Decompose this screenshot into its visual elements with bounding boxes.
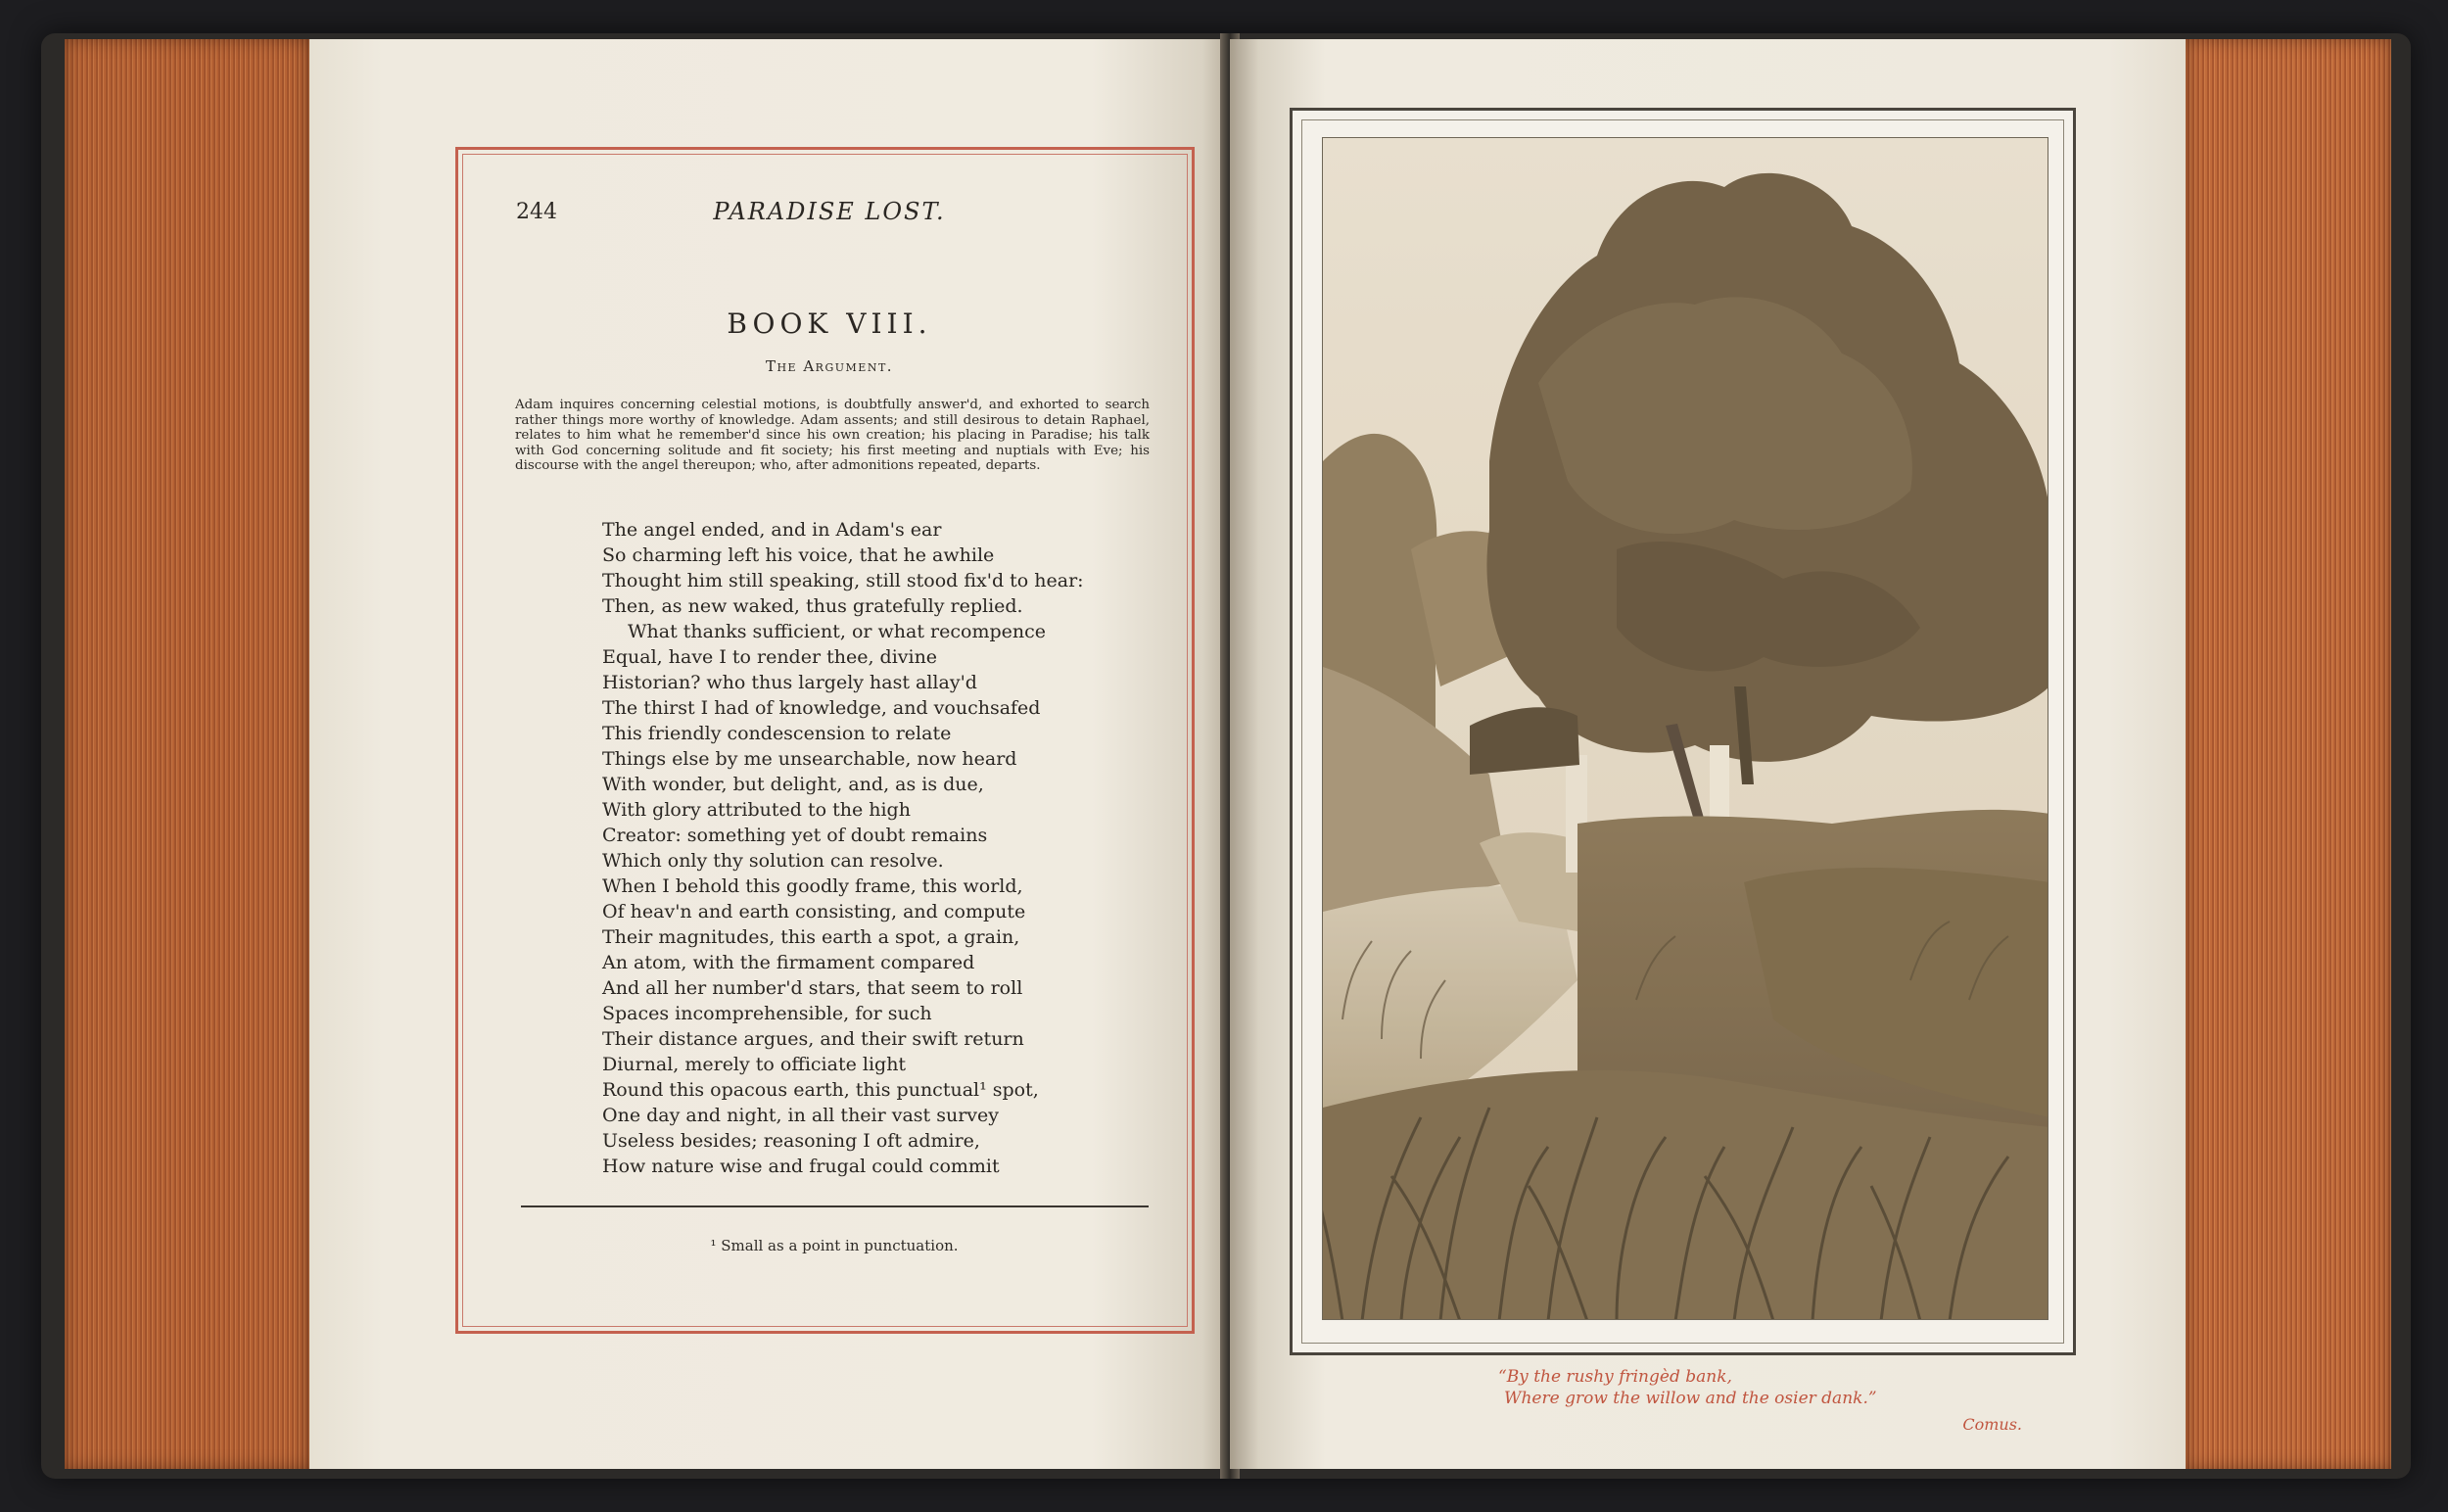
running-head [516,200,1143,229]
photograph-image [1323,138,2048,1320]
verse-line: Thought him still speaking, still stood fix'd to hear: [602,570,1084,591]
caption-line-1: “By the rushy fringèd bank, [1498,1367,1732,1387]
verse-line: Creator: something yet of doubt remains [602,825,988,846]
verse-line: Equal, have I to render thee, divine [602,646,938,668]
verse-line: Then, as new waked, thus gratefully replied. [602,595,1023,617]
photo-caption [1498,1366,2047,1409]
verse-line: So charming left his voice, that he awhile [602,544,995,566]
verse-line: How nature wise and frugal could commit [602,1156,1000,1177]
caption-source: Comus. [1962,1415,2022,1434]
landscape-photograph [1322,137,2048,1320]
verse-line: Which only thy solution can resolve. [602,850,944,872]
right-page-edges [2186,39,2391,1469]
verse-line: One day and night, in all their vast survey [602,1105,1000,1126]
verse-line: Round this opacous earth, this punctual¹ spot, [602,1079,1039,1101]
book-title: BOOK VIII. [727,307,932,340]
verse-line: What thanks sufficient, or what recompence [628,621,1046,642]
left-page-edges [65,39,309,1469]
verse-line: An atom, with the firmament compared [602,952,975,973]
footnote: ¹ Small as a point in punctuation. [710,1237,959,1254]
verse-line: Spaces incomprehensible, for such [602,1003,932,1024]
running-title: PARADISE LOST. [713,198,946,225]
argument-heading: The Argument. [765,357,894,375]
verse-line: With wonder, but delight, and, as is due, [602,774,984,795]
verse-line: Of heav'n and earth consisting, and compute [602,901,1026,922]
verse-line: Useless besides; reasoning I oft admire, [602,1130,980,1152]
caption-line-2: Where grow the willow and the osier dank.” [1504,1389,1877,1408]
verse-line: This friendly condescension to relate [602,723,952,744]
verse-block [602,517,1151,1179]
verse-line: The angel ended, and in Adam's ear [602,519,942,541]
footnote-rule [521,1205,1149,1207]
verse-line: Their distance argues, and their swift return [602,1028,1024,1050]
verse-line: Diurnal, merely to officiate light [602,1054,907,1075]
page-number: 244 [516,200,557,224]
verse-line: And all her number'd stars, that seem to roll [602,977,1023,999]
verse-line: When I behold this goodly frame, this world, [602,875,1023,897]
verse-line: Their magnitudes, this earth a spot, a grain, [602,926,1020,948]
verse-line: The thirst I had of knowledge, and vouchsafed [602,697,1041,719]
verse-line: Historian? who thus largely hast allay'd [602,672,977,693]
verse-line: Things else by me unsearchable, now heard [602,748,1017,770]
argument-text: Adam inquires concerning celestial motions, is doubtfully answer'd, and exhorted to search rather things more worthy of knowledge. Adam assents; and still desirous to detain Raphael, relates to him what he remember'd since his own creation; his placing in Paradise; his talk with God concerning solitude and fit society; his first meeting and nuptials with Eve; his discourse with the angel thereupon; who, after admonitions repeated, departs. [515,398,1150,473]
verse-line: With glory attributed to the high [602,799,911,821]
